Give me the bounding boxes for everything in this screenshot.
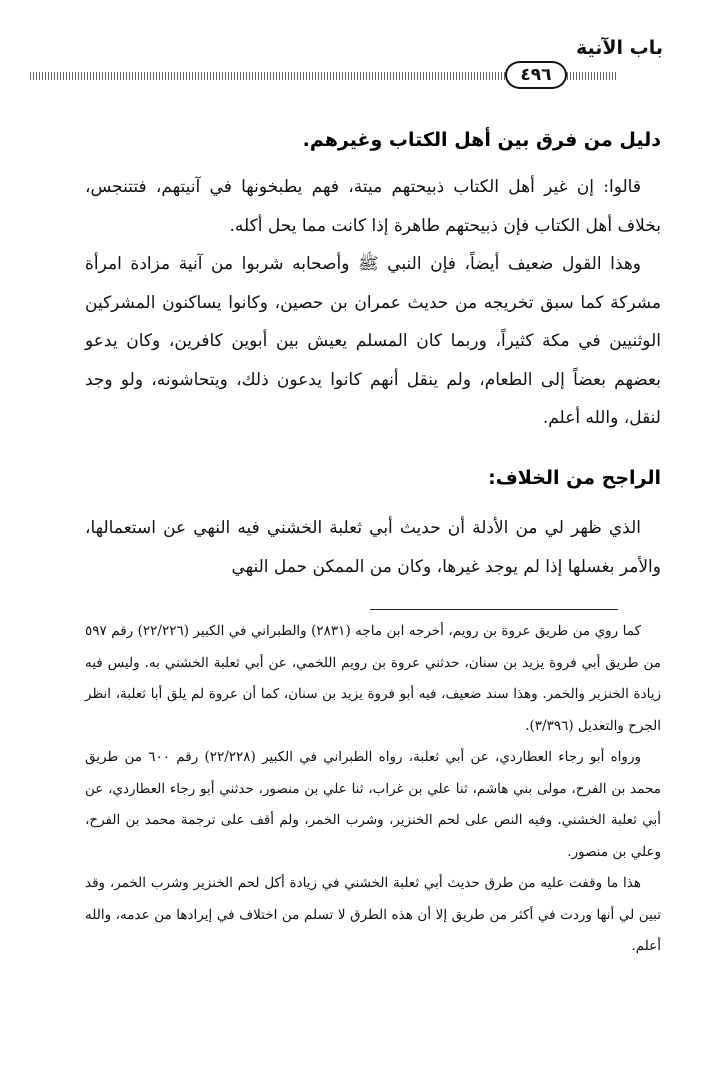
footnote [85, 616, 661, 742]
main-text-block-2 [85, 509, 661, 586]
footnote-text: ورواه أبو رجاء العطاردي، عن أبي ثعلبة، رواه الطبراني في الكبير (٢٢/٢٢٨) رقم ٦٠٠ من طريق محمد بن الفرح، مولى بني هاشم، ثنا علي بن غراب، ثنا علي بن منصور، حدثني أبو رجاء العطاردي، عن أبي ثعلبة الخشني. وفيه النص على لحم الخنزير، وشرب الخمر، ولم أقف على ترجمة محمد بن الفرح، وعلي بن منصور. [85, 749, 661, 860]
preponderant-heading: الراجح من الخلاف: [488, 467, 661, 489]
paragraph [85, 509, 661, 586]
chapter-title: باب الآنية [575, 37, 663, 59]
footnote-text: كما روي من طريق عروة بن رويم، أخرجه ابن ماجه (٢٨٣١) والطبراني في الكبير (٢٢/٢٢٦) رقم ٥٩٧ من طريق أبي فروة يزيد بن سنان، حدثني عروة بن رويم اللخمي، عن أبي ثعلبة الخشني به. وليس فيه زيادة الخنزير والخمر. وهذا سند ضعيف، فيه أبو فروة يزيد بن سنان، كما أن عروة لم يلق أبا ثعلبة، انظر الجرح والتعديل (٣/٣٩٦). [85, 623, 661, 734]
paragraph [85, 245, 661, 438]
paragraph-text: وهذا القول ضعيف أيضاً، فإن النبي ﷺ وأصحابه شربوا من آنية مزادة امرأة مشركة كما سبق تخريجه من حديث عمران بن حصين، وكانوا يساكنون المشركين الوثنيين في مكة كثيراً، وربما كان المسلم يعيش بين أبوين كافرين، وكان يدعو بعضهم بعضاً إلى الطعام، ولم ينقل أنهم كانوا يدعون ذلك، ويتحاشونه، ولو وجد لنقل، والله أعلم. [85, 254, 661, 428]
paragraph [85, 168, 661, 245]
paragraph-text: قالوا: إن غير أهل الكتاب ذبيحتهم ميتة، فهم يطبخونها في آنيتهم، فتتنجس، بخلاف أهل الكتاب فإن ذبيحتهم طاهرة إذا كانت مما يحل أكله. [85, 177, 661, 236]
footnote-separator [370, 609, 618, 610]
page-number: ٤٩٦ [505, 61, 567, 89]
paragraph-text: الذي ظهر لي من الأدلة أن حديث أبي ثعلبة الخشني فيه النهي عن استعمالها، والأمر بغسلها إذا لم يوجد غيرها، وكان من الممكن حمل النهي [85, 518, 661, 577]
section-heading: دليل من فرق بين أهل الكتاب وغيرهم. [302, 129, 661, 151]
footnote-text: هذا ما وقفت عليه من طرق حديث أبي ثعلبة الخشني في زيادة أكل لحم الخنزير وشرب الخمر، وقد تبين لي أنها وردت في أكثر من طريق إلا أن هذه الطرق لا تسلم من اختلاف في إيرادها من عدمه، والله أعلم. [85, 875, 661, 954]
footnote [85, 868, 661, 963]
main-text-block [85, 168, 661, 438]
footnote [85, 742, 661, 868]
footnotes-block [85, 616, 661, 963]
